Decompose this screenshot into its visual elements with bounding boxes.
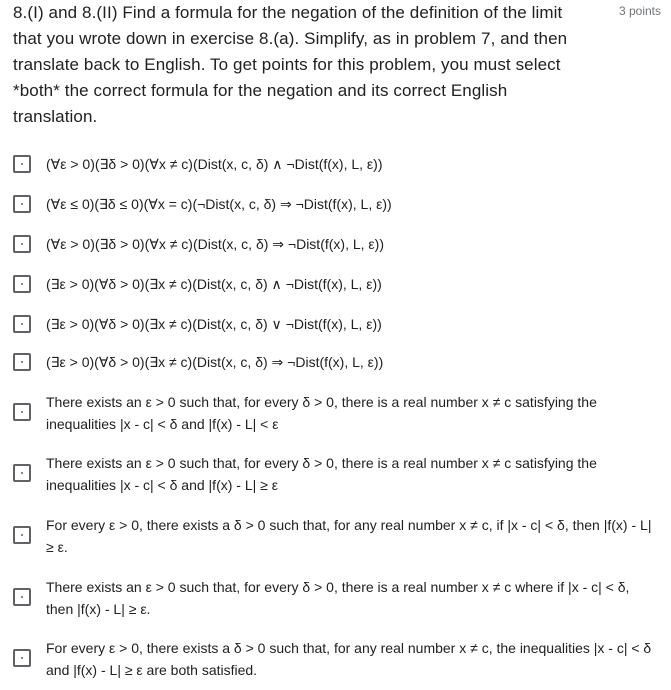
checkbox-icon[interactable]: [13, 353, 31, 371]
option-checkbox-4[interactable]: [13, 273, 658, 295]
option-label: There exists an ε > 0 such that, for every δ > 0, there is a real number x ≠ c where if |x - c| < δ, then |f(x) - L| ≥ ε.: [46, 579, 630, 617]
checkbox-icon[interactable]: [13, 464, 31, 482]
option-label: For every ε > 0, there exists a δ > 0 such that, for any real number x ≠ c, if |x - c| < δ, then |f(x) - L| ≥ ε.: [46, 517, 652, 555]
checkbox-icon[interactable]: [13, 195, 31, 213]
option-checkbox-1[interactable]: [13, 153, 658, 175]
points-label: 3 points: [618, 4, 661, 18]
option-checkbox-10[interactable]: [13, 576, 658, 620]
option-label: For every ε > 0, there exists a δ > 0 such that, for any real number x ≠ c, the inequalities |x - c| < δ and |f(x) - L| ≥ ε are both satisfied.: [46, 640, 652, 678]
option-label: (∀ε > 0)(∃δ > 0)(∀x ≠ c)(Dist(x, c, δ) ∧ ¬Dist(f(x), L, ε)): [46, 156, 383, 172]
option-checkbox-8[interactable]: [13, 452, 658, 496]
option-checkbox-9[interactable]: [13, 514, 658, 558]
option-label: (∃ε > 0)(∀δ > 0)(∃x ≠ c)(Dist(x, c, δ) ⇒ ¬Dist(f(x), L, ε)): [46, 354, 384, 370]
option-checkbox-2[interactable]: [13, 193, 658, 215]
option-checkbox-3[interactable]: [13, 233, 658, 255]
option-label: There exists an ε > 0 such that, for every δ > 0, there is a real number x ≠ c satisfying the inequalities |x - c| < δ and |f(x) - L| < ε: [46, 394, 597, 432]
option-checkbox-11[interactable]: [13, 637, 658, 681]
option-label: (∀ε ≤ 0)(∃δ ≤ 0)(∀x = c)(¬Dist(x, c, δ) ⇒ ¬Dist(f(x), L, ε)): [46, 196, 392, 212]
checkbox-icon[interactable]: [13, 588, 31, 606]
checkbox-icon[interactable]: [13, 235, 31, 253]
checkbox-icon[interactable]: [13, 526, 31, 544]
option-label: (∀ε > 0)(∃δ > 0)(∀x ≠ c)(Dist(x, c, δ) ⇒ ¬Dist(f(x), L, ε)): [46, 236, 384, 252]
option-checkbox-6[interactable]: [13, 351, 658, 373]
checkbox-icon[interactable]: [13, 315, 31, 333]
option-label: There exists an ε > 0 such that, for every δ > 0, there is a real number x ≠ c satisfying the inequalities |x - c| < δ and |f(x) - L| ≥ ε: [46, 455, 597, 493]
question-title: 8.(I) and 8.(II) Find a formula for the negation of the definition of the limit that you wrote down in exercise 8.(a). Simplify, as in problem 7, and then translate back to English. To get points for this problem, you must select *both* the correct formula for the negation and its correct English translation.: [13, 3, 568, 126]
checkbox-icon[interactable]: [13, 649, 31, 667]
checkbox-icon[interactable]: [13, 403, 31, 421]
option-label: (∃ε > 0)(∀δ > 0)(∃x ≠ c)(Dist(x, c, δ) ∧ ¬Dist(f(x), L, ε)): [46, 276, 382, 292]
option-checkbox-5[interactable]: [13, 313, 658, 335]
option-checkbox-7[interactable]: [13, 391, 658, 435]
checkbox-icon[interactable]: [13, 155, 31, 173]
option-label: (∃ε > 0)(∀δ > 0)(∃x ≠ c)(Dist(x, c, δ) ∨ ¬Dist(f(x), L, ε)): [46, 316, 382, 332]
checkbox-icon[interactable]: [13, 275, 31, 293]
